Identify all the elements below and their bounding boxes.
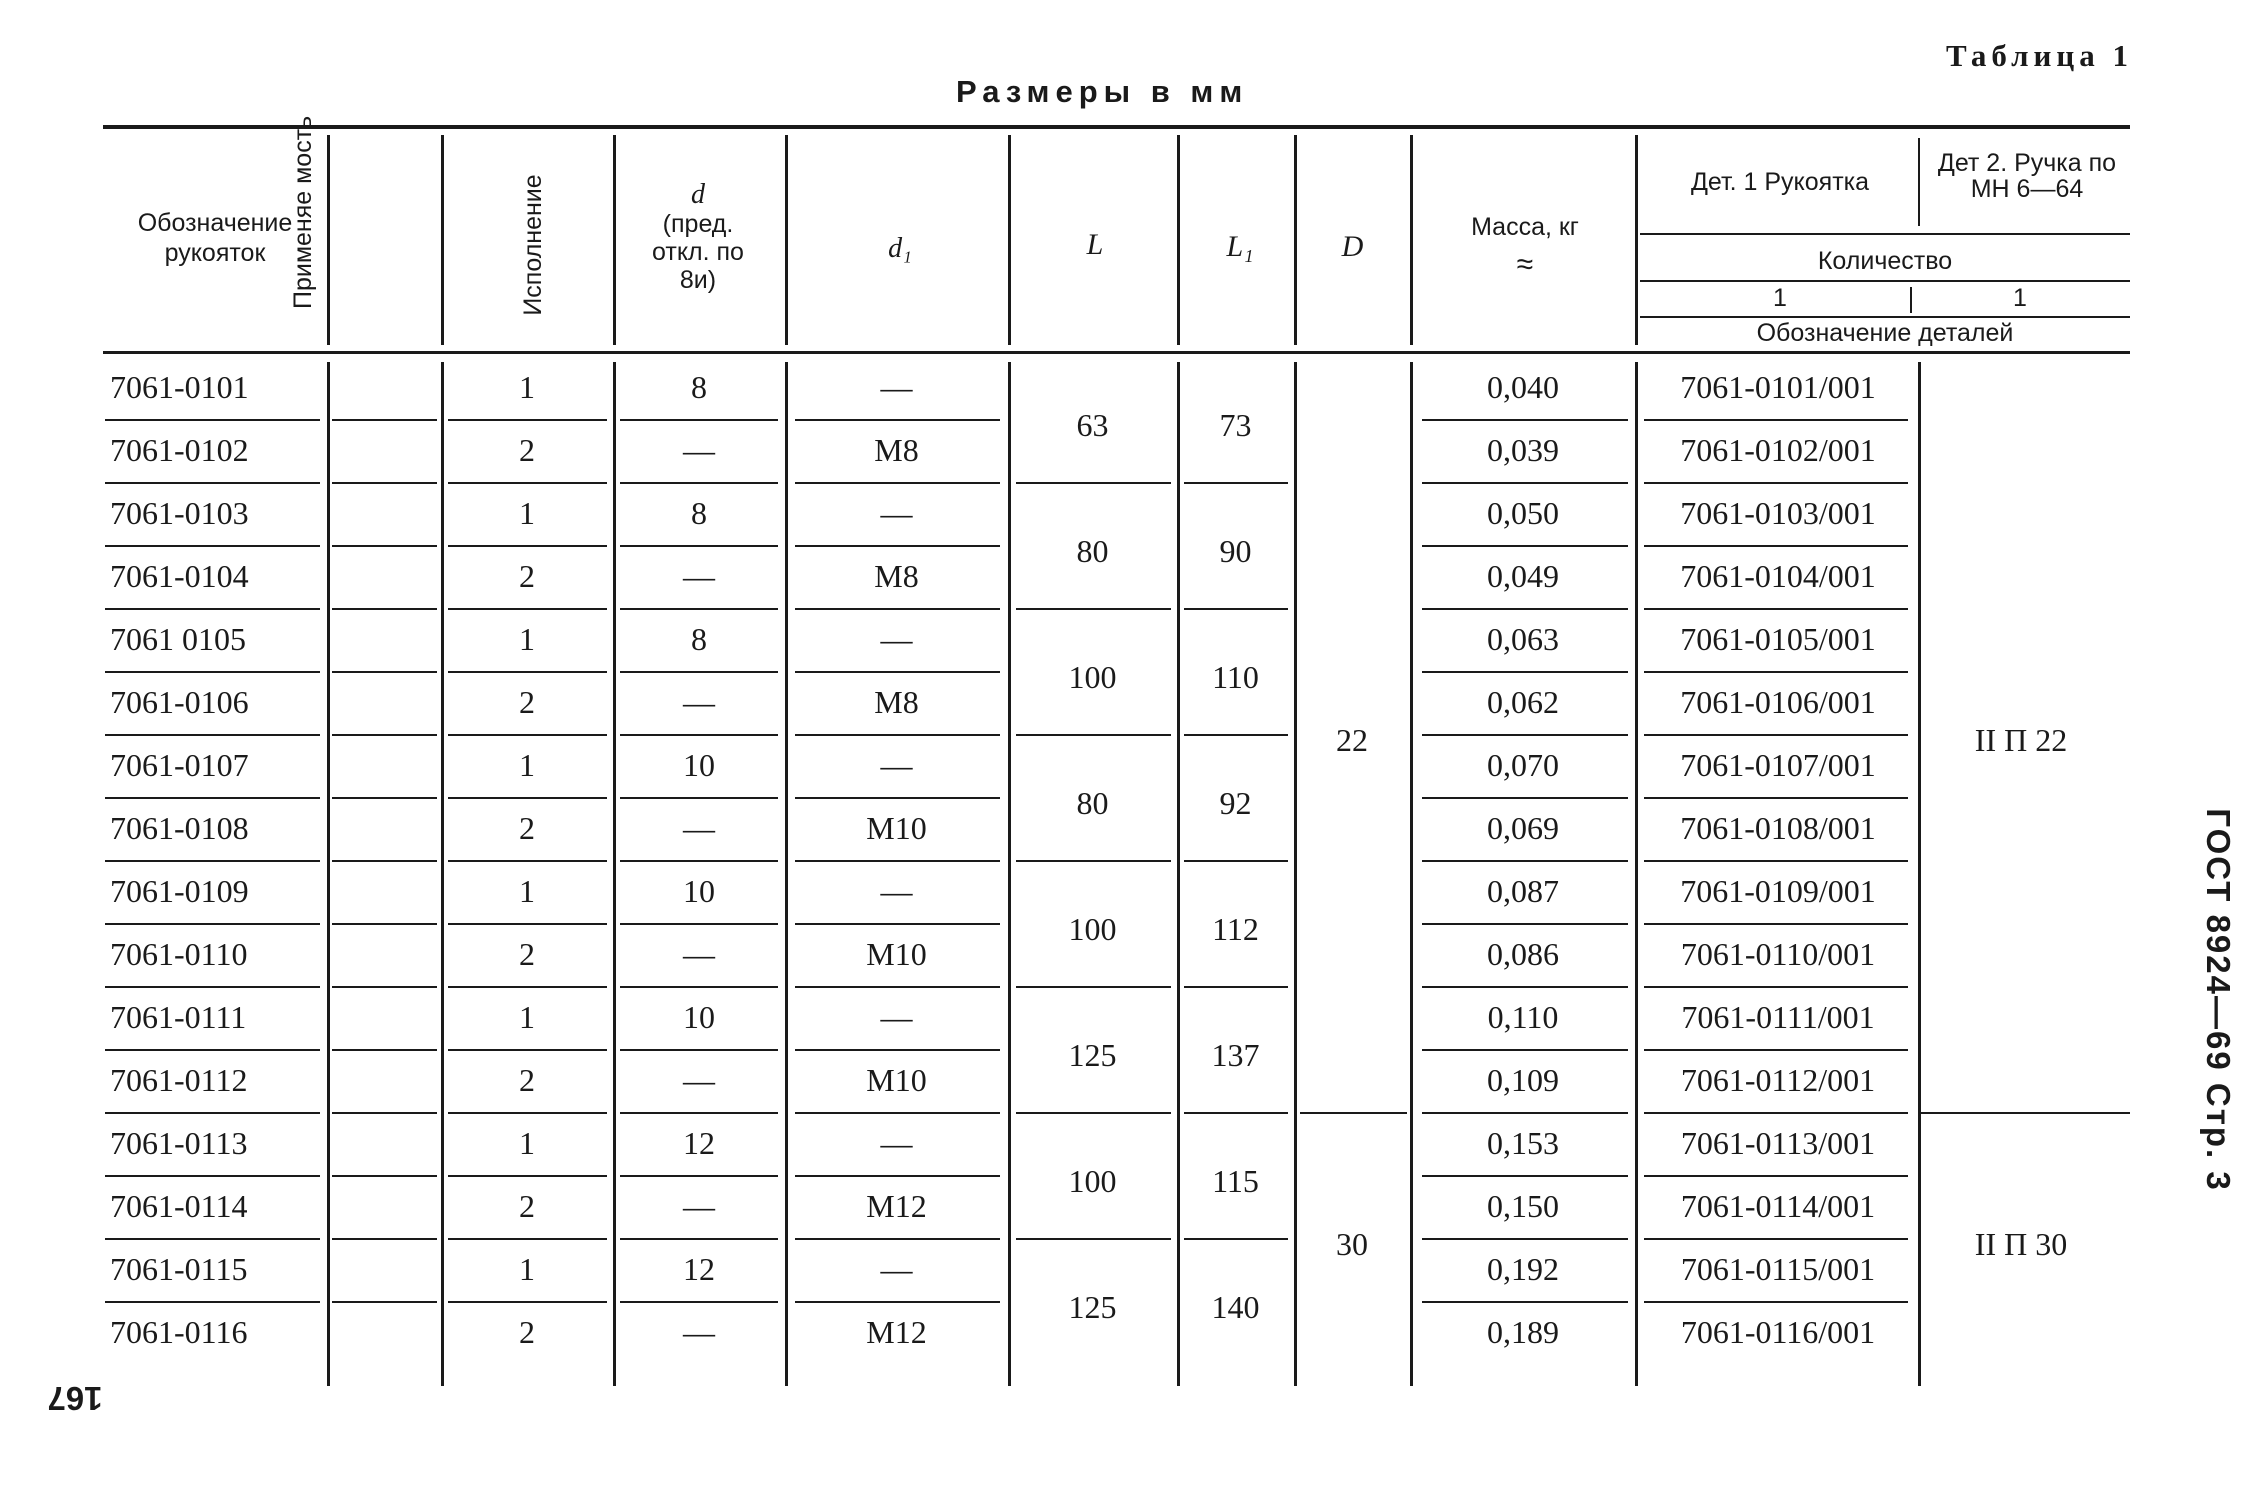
cell-d1: — bbox=[880, 369, 913, 405]
pair-underline bbox=[1016, 986, 1171, 988]
row-underline bbox=[1422, 419, 1628, 421]
body-vline bbox=[1008, 362, 1011, 1386]
hdr-vline bbox=[1008, 135, 1011, 345]
row-underline bbox=[448, 1175, 607, 1177]
hdr-vline bbox=[1294, 135, 1297, 345]
pair-underline bbox=[1184, 734, 1288, 736]
row-underline bbox=[332, 923, 437, 925]
row-underline bbox=[1422, 734, 1628, 736]
cell-d1: — bbox=[880, 1125, 913, 1161]
cell-part1: 7061-0110/001 bbox=[1680, 936, 1876, 972]
row-underline bbox=[448, 986, 607, 988]
cell-d1: — bbox=[880, 747, 913, 783]
cell-d1: — bbox=[880, 621, 913, 657]
row-underline bbox=[448, 1238, 607, 1240]
cell-version: 2 bbox=[519, 1062, 535, 1098]
row-underline bbox=[620, 419, 778, 421]
cell-code: 7061-0111 bbox=[110, 999, 247, 1035]
row-underline bbox=[448, 797, 607, 799]
cell-code: 7061-0101 bbox=[110, 369, 249, 405]
cell-d: — bbox=[683, 1188, 715, 1224]
row-underline bbox=[332, 1112, 437, 1114]
row-underline bbox=[795, 986, 1000, 988]
row-underline bbox=[332, 797, 437, 799]
cell-code: 7061-0109 bbox=[110, 873, 249, 909]
row-underline bbox=[620, 608, 778, 610]
cell-code: 7061-0114 bbox=[110, 1188, 248, 1224]
cell-part1: 7061-0107/001 bbox=[1680, 747, 1876, 783]
cell-part2: II П 22 bbox=[1974, 722, 2068, 758]
cell-L1: 137 bbox=[1211, 1037, 1260, 1073]
col-header-applicability: Применяе мость bbox=[289, 115, 317, 309]
col-header-L: L bbox=[1086, 228, 1104, 261]
col-header-d: d bbox=[691, 179, 705, 210]
header-sub-rule-2 bbox=[1640, 280, 2130, 282]
row-underline bbox=[1422, 860, 1628, 862]
row-underline bbox=[620, 1238, 778, 1240]
cell-code: 7061-0103 bbox=[110, 495, 249, 531]
pair-underline bbox=[1016, 860, 1171, 862]
row-underline bbox=[448, 545, 607, 547]
cell-code: 7061-0102 bbox=[110, 432, 249, 468]
cell-L1: 110 bbox=[1212, 659, 1259, 695]
row-underline bbox=[620, 482, 778, 484]
row-underline bbox=[448, 671, 607, 673]
cell-mass: 0,109 bbox=[1487, 1062, 1559, 1098]
cell-version: 2 bbox=[519, 936, 535, 972]
cell-part1: 7061-0102/001 bbox=[1680, 432, 1876, 468]
cell-code: 7061-0116 bbox=[110, 1314, 248, 1350]
row-underline bbox=[1422, 797, 1628, 799]
body-vline bbox=[1177, 362, 1180, 1386]
table-top-rule bbox=[103, 125, 2130, 129]
cell-d: — bbox=[683, 432, 715, 468]
cell-part1: 7061-0112/001 bbox=[1680, 1062, 1876, 1098]
hdr-vline bbox=[1410, 135, 1413, 345]
row-underline bbox=[332, 608, 437, 610]
row-underline bbox=[1644, 545, 1908, 547]
cell-d: 8 bbox=[691, 369, 707, 405]
cell-code: 7061-0110 bbox=[110, 936, 248, 972]
cell-mass: 0,189 bbox=[1487, 1314, 1559, 1350]
cell-L1: 112 bbox=[1212, 911, 1259, 947]
row-underline bbox=[795, 797, 1000, 799]
row-underline bbox=[105, 608, 320, 610]
cell-L: 100 bbox=[1068, 1163, 1117, 1199]
row-underline bbox=[795, 1238, 1000, 1240]
row-underline bbox=[332, 860, 437, 862]
row-underline bbox=[332, 1175, 437, 1177]
cell-part1: 7061-0101/001 bbox=[1680, 369, 1876, 405]
row-underline bbox=[1644, 1175, 1908, 1177]
row-underline bbox=[105, 797, 320, 799]
cell-d: 8 bbox=[691, 495, 707, 531]
row-underline bbox=[620, 671, 778, 673]
cell-L1: 140 bbox=[1211, 1289, 1260, 1325]
row-underline bbox=[1644, 860, 1908, 862]
row-underline bbox=[1644, 986, 1908, 988]
row-underline bbox=[105, 1049, 320, 1051]
cell-code: 7061-0107 bbox=[110, 747, 249, 783]
pair-underline bbox=[1184, 1112, 1288, 1114]
cell-d1: М10 bbox=[866, 1062, 927, 1098]
row-underline bbox=[1422, 1175, 1628, 1177]
cell-version: 1 bbox=[519, 369, 535, 405]
units-caption: Размеры в мм bbox=[956, 74, 1249, 109]
row-underline bbox=[448, 419, 607, 421]
row-underline bbox=[332, 1238, 437, 1240]
row-underline bbox=[1422, 545, 1628, 547]
row-underline bbox=[620, 1049, 778, 1051]
cell-d: — bbox=[683, 1062, 715, 1098]
cell-version: 1 bbox=[519, 495, 535, 531]
cell-version: 2 bbox=[519, 810, 535, 846]
cell-d1: М8 bbox=[874, 684, 919, 720]
cell-code: 7061-0112 bbox=[110, 1062, 248, 1098]
row-underline bbox=[795, 419, 1000, 421]
cell-mass: 0,087 bbox=[1487, 873, 1559, 909]
row-underline bbox=[332, 734, 437, 736]
row-underline bbox=[332, 419, 437, 421]
cell-part1: 7061-0106/001 bbox=[1680, 684, 1876, 720]
cell-d1: М8 bbox=[874, 432, 919, 468]
cell-d: 8 bbox=[691, 621, 707, 657]
cell-L: 125 bbox=[1068, 1289, 1117, 1325]
hdr-vline bbox=[441, 135, 444, 345]
col-header-d1: d₁ bbox=[888, 233, 912, 264]
cell-L1: 90 bbox=[1219, 533, 1252, 569]
cell-D: 22 bbox=[1336, 722, 1368, 758]
row-underline bbox=[105, 923, 320, 925]
side-label: ГОСТ 8924—69 Стр. 3 bbox=[2200, 808, 2237, 1192]
page-number: 167 bbox=[47, 1380, 103, 1417]
cell-part1: 7061-0114/001 bbox=[1680, 1188, 1876, 1224]
header-bottom-rule bbox=[103, 351, 2130, 354]
row-underline bbox=[1422, 923, 1628, 925]
row-underline bbox=[448, 734, 607, 736]
row-underline bbox=[105, 986, 320, 988]
row-underline bbox=[1644, 1049, 1908, 1051]
cell-part1: 7061-0109/001 bbox=[1680, 873, 1876, 909]
cell-L: 125 bbox=[1068, 1037, 1117, 1073]
cell-d1: М10 bbox=[866, 936, 927, 972]
row-underline bbox=[105, 671, 320, 673]
row-underline bbox=[332, 671, 437, 673]
col-header-quantity: Количество bbox=[1817, 247, 1953, 275]
row-underline bbox=[1644, 671, 1908, 673]
col-header-mass: Масса, кг bbox=[1471, 213, 1579, 241]
row-underline bbox=[332, 482, 437, 484]
col-header-part1: Дет. 1 Рукоятка bbox=[1690, 168, 1870, 196]
col-header-qty2: 1 bbox=[2013, 284, 2027, 312]
cell-L: 100 bbox=[1068, 911, 1117, 947]
row-underline bbox=[105, 482, 320, 484]
pair-underline bbox=[1184, 860, 1288, 862]
row-underline bbox=[795, 482, 1000, 484]
row-underline bbox=[795, 860, 1000, 862]
cell-L: 100 bbox=[1068, 659, 1117, 695]
row-underline bbox=[1644, 1301, 1908, 1303]
cell-L1: 73 bbox=[1219, 407, 1252, 443]
row-underline bbox=[620, 860, 778, 862]
row-underline bbox=[1422, 608, 1628, 610]
row-underline bbox=[448, 1112, 607, 1114]
col-header-designation: Обозначение рукояток bbox=[137, 209, 293, 267]
row-underline bbox=[620, 923, 778, 925]
group-underline bbox=[1921, 1112, 2130, 1114]
body-vline bbox=[327, 362, 330, 1386]
cell-part1: 7061-0111/001 bbox=[1681, 999, 1875, 1035]
cell-version: 2 bbox=[519, 1314, 535, 1350]
row-underline bbox=[1644, 419, 1908, 421]
cell-mass: 0,049 bbox=[1487, 558, 1559, 594]
cell-version: 2 bbox=[519, 1188, 535, 1224]
cell-d: — bbox=[683, 558, 715, 594]
cell-d1: — bbox=[880, 873, 913, 909]
cell-code: 7061-0113 bbox=[110, 1125, 248, 1161]
row-underline bbox=[1644, 1112, 1908, 1114]
row-underline bbox=[1644, 608, 1908, 610]
row-underline bbox=[795, 1049, 1000, 1051]
row-underline bbox=[105, 1175, 320, 1177]
cell-d1: — bbox=[880, 999, 913, 1035]
row-underline bbox=[332, 545, 437, 547]
col-header-parts-designation: Обозначение деталей bbox=[1756, 319, 2014, 347]
cell-version: 2 bbox=[519, 558, 535, 594]
row-underline bbox=[1644, 923, 1908, 925]
cell-mass: 0,153 bbox=[1487, 1125, 1559, 1161]
row-underline bbox=[1422, 482, 1628, 484]
row-underline bbox=[1422, 1238, 1628, 1240]
table-title: Таблица 1 bbox=[1946, 38, 2133, 73]
row-underline bbox=[332, 1049, 437, 1051]
row-underline bbox=[620, 986, 778, 988]
cell-d: 10 bbox=[683, 999, 715, 1035]
row-underline bbox=[105, 1238, 320, 1240]
row-underline bbox=[332, 1301, 437, 1303]
cell-d1: М12 bbox=[866, 1188, 927, 1224]
cell-part2: II П 30 bbox=[1974, 1226, 2068, 1262]
cell-d1: М12 bbox=[866, 1314, 927, 1350]
row-underline bbox=[620, 797, 778, 799]
row-underline bbox=[795, 734, 1000, 736]
cell-version: 2 bbox=[519, 432, 535, 468]
row-underline bbox=[332, 986, 437, 988]
row-underline bbox=[795, 608, 1000, 610]
cell-d1: М8 bbox=[874, 558, 919, 594]
pair-underline bbox=[1016, 1238, 1171, 1240]
cell-version: 1 bbox=[519, 621, 535, 657]
cell-L1: 115 bbox=[1212, 1163, 1259, 1199]
row-underline bbox=[620, 545, 778, 547]
cell-d: 10 bbox=[683, 873, 715, 909]
row-underline bbox=[1422, 671, 1628, 673]
cell-d1: М10 bbox=[866, 810, 927, 846]
cell-part1: 7061-0108/001 bbox=[1680, 810, 1876, 846]
cell-part1: 7061-0104/001 bbox=[1680, 558, 1876, 594]
row-underline bbox=[620, 1301, 778, 1303]
cell-L: 80 bbox=[1076, 533, 1109, 569]
cell-code: 7061-0115 bbox=[110, 1251, 248, 1287]
hdr-vline bbox=[785, 135, 788, 345]
hdr-vline bbox=[613, 135, 616, 345]
row-underline bbox=[1422, 1301, 1628, 1303]
row-underline bbox=[448, 860, 607, 862]
row-underline bbox=[1644, 797, 1908, 799]
row-underline bbox=[448, 482, 607, 484]
cell-d: — bbox=[683, 1314, 715, 1350]
pair-underline bbox=[1016, 1112, 1171, 1114]
cell-L: 63 bbox=[1076, 407, 1109, 443]
row-underline bbox=[795, 1175, 1000, 1177]
row-underline bbox=[795, 923, 1000, 925]
cell-part1: 7061-0115/001 bbox=[1680, 1251, 1876, 1287]
row-underline bbox=[448, 608, 607, 610]
pair-underline bbox=[1184, 1238, 1288, 1240]
pair-underline bbox=[1184, 608, 1288, 610]
hdr-vline bbox=[327, 135, 330, 345]
row-underline bbox=[620, 1112, 778, 1114]
col-header-D: D bbox=[1341, 230, 1364, 263]
cell-part1: 7061-0113/001 bbox=[1680, 1125, 1876, 1161]
cell-d: — bbox=[683, 936, 715, 972]
cell-d: — bbox=[683, 684, 715, 720]
row-underline bbox=[1422, 1049, 1628, 1051]
pair-underline bbox=[1016, 608, 1171, 610]
row-underline bbox=[620, 734, 778, 736]
cell-version: 1 bbox=[519, 873, 535, 909]
cell-d1: — bbox=[880, 1251, 913, 1287]
hdr-vline bbox=[1635, 135, 1638, 345]
cell-mass: 0,150 bbox=[1487, 1188, 1559, 1224]
cell-code: 7061-0104 bbox=[110, 558, 249, 594]
pair-underline bbox=[1184, 986, 1288, 988]
cell-mass: 0,192 bbox=[1487, 1251, 1559, 1287]
row-underline bbox=[448, 923, 607, 925]
cell-code: 7061-0106 bbox=[110, 684, 249, 720]
pair-underline bbox=[1184, 482, 1288, 484]
row-underline bbox=[1644, 1238, 1908, 1240]
row-underline bbox=[105, 545, 320, 547]
cell-mass: 0,040 bbox=[1487, 369, 1559, 405]
cell-d: — bbox=[683, 810, 715, 846]
row-underline bbox=[795, 671, 1000, 673]
col-header-qty1: 1 bbox=[1773, 284, 1787, 312]
cell-mass: 0,063 bbox=[1487, 621, 1559, 657]
cell-version: 1 bbox=[519, 999, 535, 1035]
cell-mass: 0,086 bbox=[1487, 936, 1559, 972]
col-header-d-note: (пред. откл. по 8и) bbox=[652, 210, 744, 294]
cell-version: 1 bbox=[519, 1125, 535, 1161]
hdr-vline bbox=[1918, 138, 1920, 226]
cell-d: 10 bbox=[683, 747, 715, 783]
row-underline bbox=[448, 1049, 607, 1051]
row-underline bbox=[1644, 734, 1908, 736]
cell-part1: 7061-0105/001 bbox=[1680, 621, 1876, 657]
col-header-mass-approx: ≈ bbox=[1516, 248, 1534, 281]
cell-mass: 0,039 bbox=[1487, 432, 1559, 468]
group-underline bbox=[1300, 1112, 1407, 1114]
row-underline bbox=[105, 734, 320, 736]
col-header-version: Исполнение bbox=[519, 174, 547, 316]
col-header-L1: L₁ bbox=[1226, 230, 1254, 263]
cell-code: 7061 0105 bbox=[110, 621, 246, 657]
header-sub-rule-1 bbox=[1640, 233, 2130, 235]
cell-D: 30 bbox=[1336, 1226, 1368, 1262]
cell-d: 12 bbox=[683, 1125, 715, 1161]
cell-code: 7061-0108 bbox=[110, 810, 249, 846]
cell-mass: 0,062 bbox=[1487, 684, 1559, 720]
col-header-part2: Дет 2. Ручка по МН 6—64 bbox=[1937, 149, 2117, 203]
cell-version: 1 bbox=[519, 747, 535, 783]
cell-d: 12 bbox=[683, 1251, 715, 1287]
row-underline bbox=[105, 419, 320, 421]
row-underline bbox=[620, 1175, 778, 1177]
cell-d1: — bbox=[880, 495, 913, 531]
hdr-vline bbox=[1910, 287, 1912, 313]
row-underline bbox=[1644, 482, 1908, 484]
pair-underline bbox=[1016, 734, 1171, 736]
hdr-vline bbox=[1177, 135, 1180, 345]
cell-mass: 0,070 bbox=[1487, 747, 1559, 783]
row-underline bbox=[1422, 986, 1628, 988]
cell-version: 2 bbox=[519, 684, 535, 720]
row-underline bbox=[105, 1301, 320, 1303]
cell-part1: 7061-0116/001 bbox=[1680, 1314, 1876, 1350]
row-underline bbox=[1422, 1112, 1628, 1114]
row-underline bbox=[448, 1301, 607, 1303]
cell-mass: 0,050 bbox=[1487, 495, 1559, 531]
row-underline bbox=[105, 860, 320, 862]
cell-L: 80 bbox=[1076, 785, 1109, 821]
cell-version: 1 bbox=[519, 1251, 535, 1287]
row-underline bbox=[105, 1112, 320, 1114]
row-underline bbox=[795, 1301, 1000, 1303]
cell-mass: 0,110 bbox=[1487, 999, 1559, 1035]
row-underline bbox=[795, 545, 1000, 547]
cell-part1: 7061-0103/001 bbox=[1680, 495, 1876, 531]
pair-underline bbox=[1016, 482, 1171, 484]
row-underline bbox=[795, 1112, 1000, 1114]
cell-mass: 0,069 bbox=[1487, 810, 1559, 846]
cell-L1: 92 bbox=[1219, 785, 1252, 821]
